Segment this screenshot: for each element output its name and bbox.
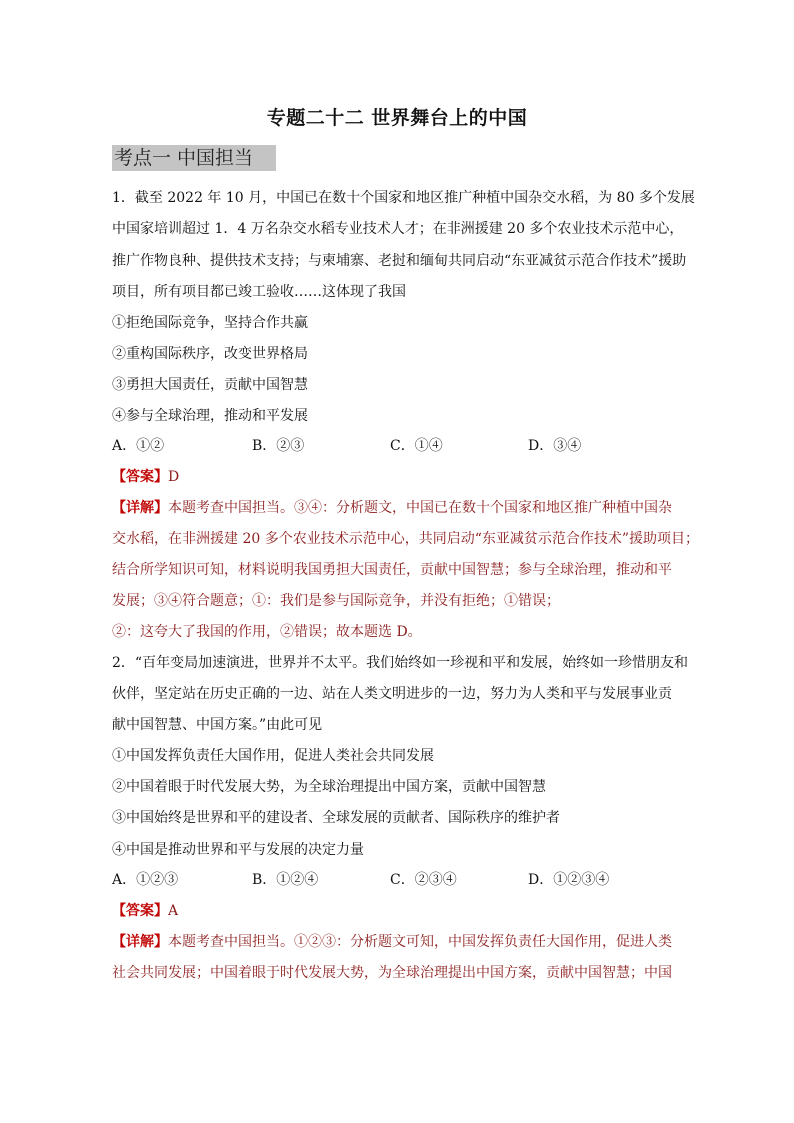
section-heading: 考点一 中国担当 [112,145,276,171]
q2-detail-line-1 [112,932,692,952]
q2-stem-line-1: 2．“百年变局加速演进，世界并不太平。我们始终如一珍视和平和发展，始终如一珍惜朋友和 [112,655,689,671]
q1-option-a: A．①② [112,438,165,454]
q2-answer [112,901,692,921]
q2-option-d: D．①②③④ [528,872,610,888]
q1-statement-4: ④参与全球治理，推动和平发展 [112,408,308,424]
q1-answer-label: 【答案】 [112,469,168,485]
q2-stem-line-3: 献中国智慧、中国方案。”由此可见 [112,717,323,733]
q1-options [112,436,692,456]
q2-detail-line-2: 社会共同发展；中国着眼于时代发展大势，为全球治理提出中国方案，贡献中国智慧；中国 [112,965,672,981]
q1-stem-line-3: 推广作物良种、提供技术支持；与柬埔寨、老挝和缅甸共同启动“东亚减贫示范合作技术”援助 [112,253,687,269]
q2-stem-line-2: 伙伴，坚定站在历史正确的一边、站在人类文明进步的一边，努力为人类和平与发展事业贡 [112,686,672,702]
q1-detail-line-2: 交水稻，在非洲援建 20 多个农业技术示范中心，共同启动“东亚减贫示范合作技术”援助项目； [112,531,700,547]
q2-statement-3: ③中国始终是世界和平的建设者、全球发展的贡献者、国际秩序的维护者 [112,810,560,826]
q1-option-b: B．②③ [252,438,305,454]
q1-detail-line-1 [112,498,692,518]
q2-answer-label: 【答案】 [112,903,168,919]
q1-stem-line-1: 1．截至 2022 年 10 月，中国已在数十个国家和地区推广种植中国杂交水稻，为 80 多个发展 [112,190,695,206]
q1-detail-text-1: 本题考查中国担当。③④：分析题文，中国已在数十个国家和地区推广种植中国杂 [168,500,672,516]
q1-detail-line-4: 发展；③④符合题意；①：我们是参与国际竞争，并没有拒绝；①错误； [112,593,560,609]
q2-statement-1: ①中国发挥负责任大国作用，促进人类社会共同发展 [112,748,434,764]
q2-detail-text-1: 本题考查中国担当。①②③：分析题文可知，中国发挥负责任大国作用，促进人类 [168,934,672,950]
q2-statement-4: ④中国是推动世界和平与发展的决定力量 [112,842,364,858]
page-title: 专题二十二 世界舞台上的中国 [266,107,528,129]
q2-answer-value: A [168,903,179,919]
q2-option-a: A．①②③ [112,872,179,888]
q1-option-c: C．①④ [390,438,443,454]
q2-statement-2: ②中国着眼于时代发展大势，为全球治理提出中国方案，贡献中国智慧 [112,779,546,795]
q2-options [112,870,692,890]
q1-statement-3: ③勇担大国责任，贡献中国智慧 [112,377,308,393]
q1-answer [112,467,692,487]
q1-detail-line-5: ②：这夸大了我国的作用，②错误；故本题选 D。 [112,624,422,640]
q2-option-b: B．①②④ [252,872,319,888]
q1-statement-1: ①拒绝国际竞争，坚持合作共赢 [112,315,308,331]
q1-stem-line-2: 中国家培训超过 1．4 万名杂交水稻专业技术人才；在非洲援建 20 多个农业技术示范中心， [112,221,684,237]
q1-detail-line-3: 结合所学知识可知，材料说明我国勇担大国责任，贡献中国智慧；参与全球治理，推动和平 [112,562,672,578]
q1-statement-2: ②重构国际秩序，改变世界格局 [112,346,308,362]
q2-option-c: C．②③④ [390,872,457,888]
q1-answer-value: D [168,469,180,485]
q2-detail-label: 【详解】 [112,934,168,950]
q1-option-d: D．③④ [528,438,582,454]
q1-detail-label: 【详解】 [112,500,168,516]
q1-stem-line-4: 项目，所有项目都已竣工验收……这体现了我国 [112,284,406,300]
